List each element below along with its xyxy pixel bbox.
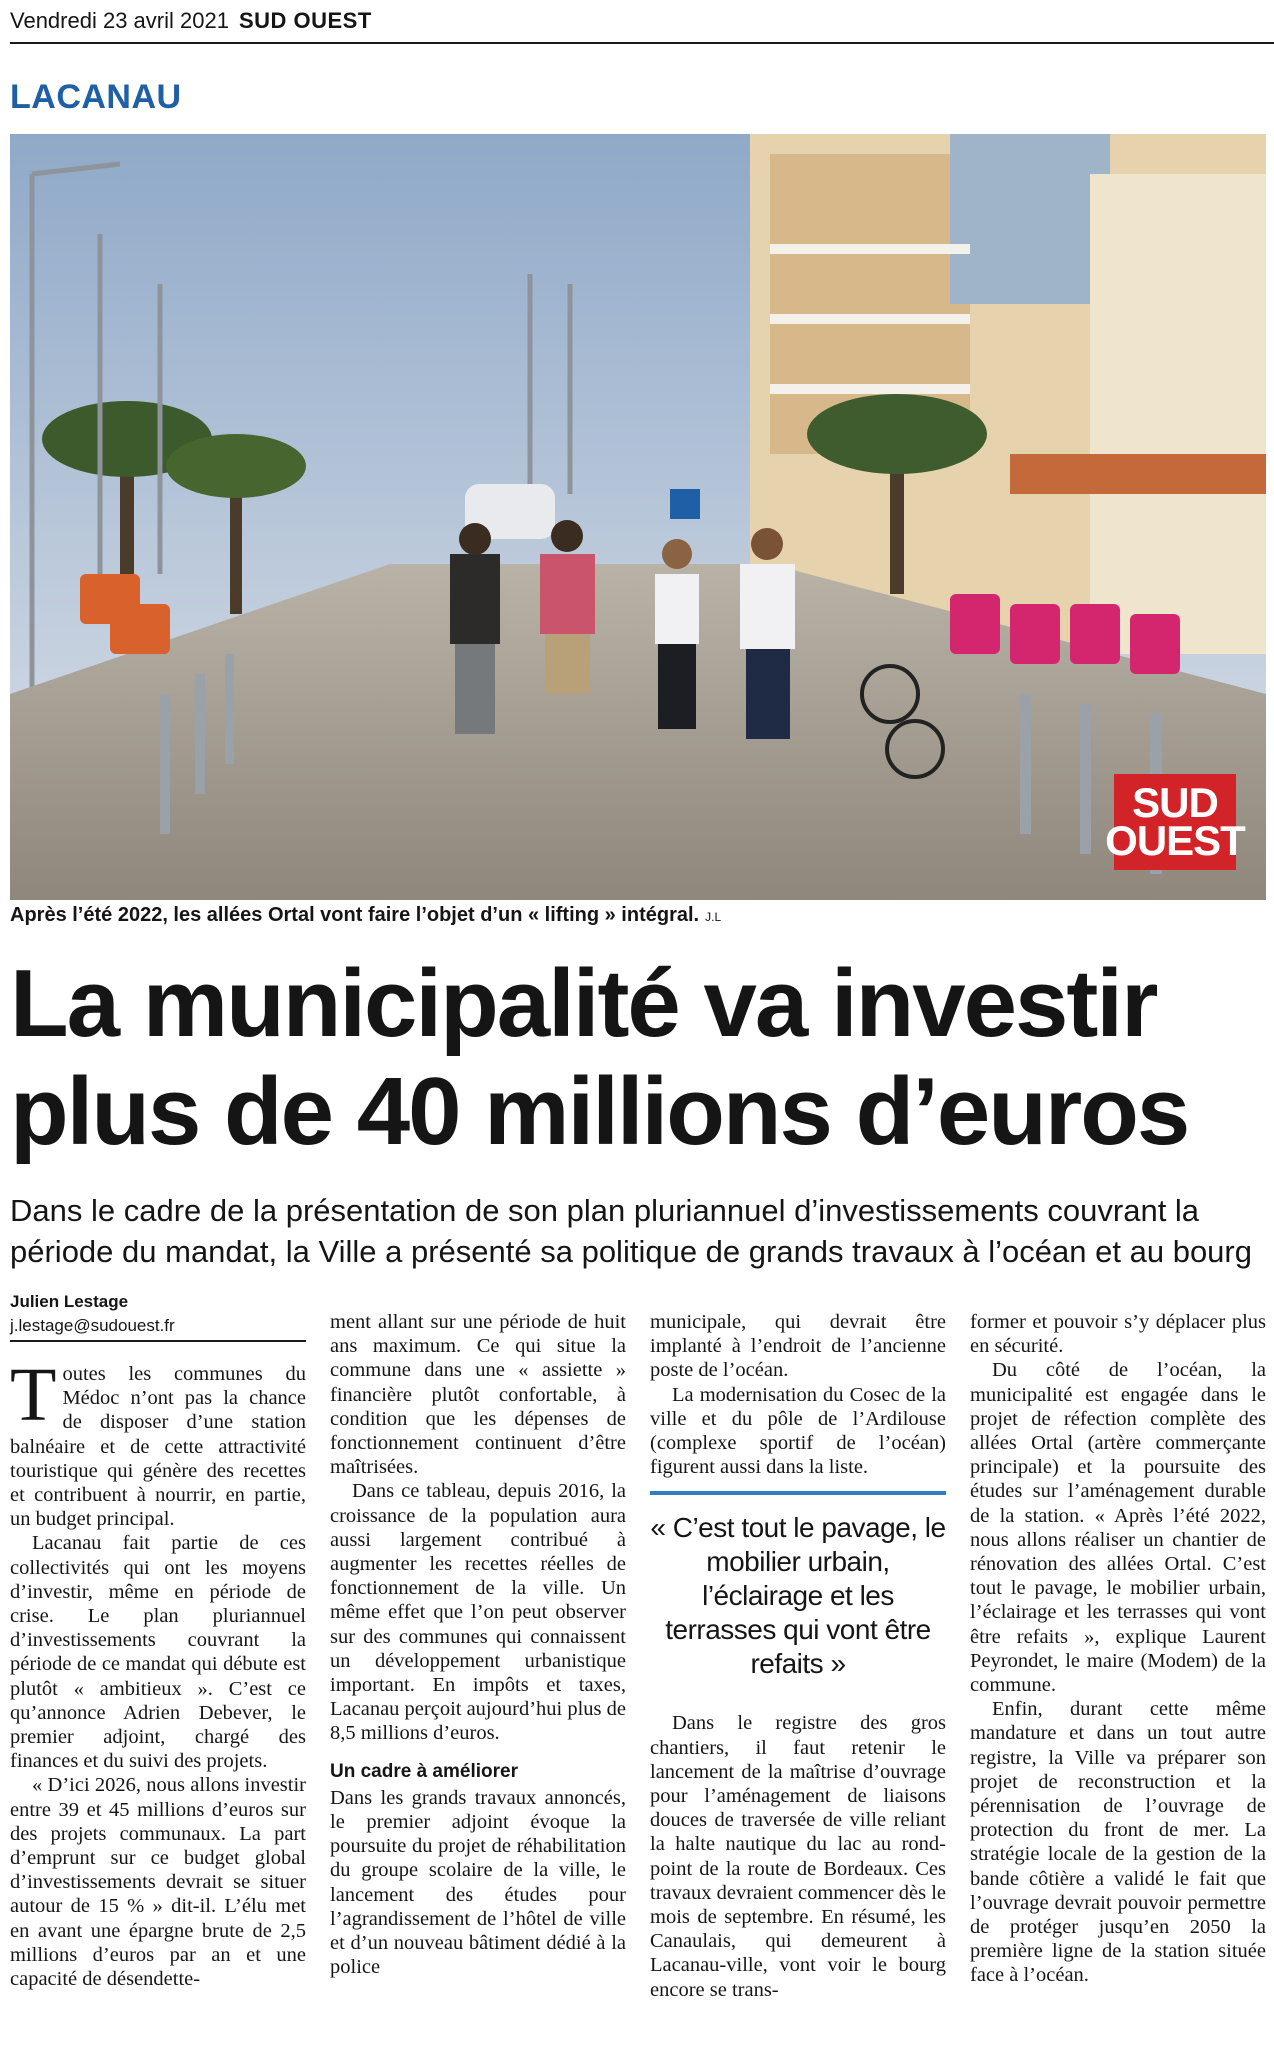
paragraph: « D’ici 2026, nous allons investir entre 39 et 45 millions d’euros sur des projets communaux. La part d’emprunt sur ce budget global d’investissements devrait se situer autour de 15 % » dit-il. L’élu met en avant une épargne brute de 2,5 millions d’euros par an et une capacité de désendette- — [10, 1774, 306, 1991]
drop-cap: T — [10, 1362, 57, 1437]
newspaper-name: SUD OUEST — [238, 8, 372, 33]
buildings-right — [750, 134, 1266, 654]
paragraph: Dans ce tableau, depuis 2016, la croissance de la population aura aussi largement contribué à augmenter les recettes réelles de fonctionnement de la ville. Un même effet que l’on peut observer sur des communes qui connaissent un développement urbanistique important. En impôts et taxes, Lacanau perçoit aujourd’hui plus de 8,5 millions d’euros. — [330, 1480, 626, 1745]
paragraph: Toutes les communes du Médoc n’ont pas la chance de disposer d’une station balnéaire et de cette attractivité touristique qui génère des recettes et contribuent à nourrir, en partie, un budget principal. — [10, 1362, 306, 1531]
sud-ouest-logo: SUD OUEST — [1114, 774, 1236, 870]
paragraph: Dans le registre des gros chantiers, il faut retenir le lancement de la maîtrise d’ouvrage pour l’aménagement de liaisons douces de traversée de ville reliant la halte nautique du lac au rond-point de la route de Bordeaux. Ces travaux devraient commencer dès le mois de septembre. En résumé, les Canaulais, qui demeurent à Lacanau-ville, vont voir le bourg encore se trans- — [650, 1712, 946, 2001]
paragraph: La modernisation du Cosec de la ville et du pôle de l’Ardilouse (complexe sportif de l’océan) figurent aussi dans la liste. — [650, 1383, 946, 1479]
article-column-2 — [330, 1310, 626, 2048]
section-title: LACANAU — [10, 78, 182, 116]
photo-credit: J.L — [705, 910, 722, 924]
paragraph: Du côté de l’océan, la municipalité est engagée dans le projet de réfection complète des allées Ortal (artère commerçante principale) et la poursuite des études sur l’aménagement durable de la station. « Après l’été 2022, nous allons réaliser un chantier de rénovation des allées Ortal. C’est tout le pavage, le mobilier urbain, l’éclairage et les terrasses qui vont être refaits », explique Laurent Peyrondet, le maire (Modem) de la commune. — [970, 1359, 1266, 1697]
article-column-3 — [650, 1310, 946, 2048]
paragraph: municipale, qui devrait être implanté à l’endroit de l’ancienne poste de l’océan. — [650, 1311, 946, 1382]
paragraph: Enfin, durant cette même mandature et dans un tout autre registre, la Ville va préparer son projet de reconstruction et la pérennisation de l’ouvrage de protection du front de mer. La stratégie locale de la gestion de la bande côtière a validé le fait que l’ouvrage devrait pouvoir permettre de protéger jusqu’en 2050 la première ligne de la station située face à l’océan. — [970, 1698, 1266, 1987]
article-column-1 — [10, 1362, 306, 2048]
author-email[interactable]: j.lestage@sudouest.fr — [10, 1316, 175, 1335]
header-rule — [10, 42, 1274, 44]
promenade-illustration — [10, 134, 1266, 900]
road-sign — [670, 489, 700, 519]
subheading: Un cadre à améliorer — [330, 1760, 518, 1782]
page-header — [10, 8, 1274, 38]
edition-date: Vendredi 23 avril 2021 — [10, 8, 229, 33]
author-rule — [10, 1340, 306, 1342]
author-block — [10, 1292, 306, 1336]
pull-quote: « C’est tout le pavage, le mobilier urbain, l’éclairage et les terrasses qui vont être refaits » — [650, 1512, 946, 1680]
article-standfirst: Dans le cadre de la présentation de son plan pluriannuel d’investissements couvrant la période du mandat, la Ville a présenté sa politique de grands travaux à l’océan et au bourg — [10, 1193, 1252, 1269]
paragraph: former et pouvoir s’y déplacer plus en sécurité. — [970, 1311, 1266, 1358]
article-headline: La municipalité va investir plus de 40 millions d’euros — [10, 950, 1189, 1165]
photo-caption — [10, 904, 721, 927]
paragraph: Dans les grands travaux annoncés, le premier adjoint évoque la poursuite du projet de réhabilitation du groupe scolaire de la ville, le lancement des études pour l’agrandissement de l’hôtel de ville et d’un nouveau bâtiment dédié à la police — [330, 1786, 626, 1979]
caption-text: Après l’été 2022, les allées Ortal vont faire l’objet d’un « lifting » intégral. — [10, 904, 700, 926]
article-column-4 — [970, 1310, 1266, 2048]
pull-quote-rule — [650, 1491, 946, 1495]
article-photo — [10, 134, 1266, 900]
author-name: Julien Lestage — [10, 1292, 129, 1311]
paragraph: Lacanau fait partie de ces collectivités qui ont les moyens d’investir, même en période de crise. Le plan pluriannuel d’investissements couvrant la période de ce mandat qui débute est plutôt « ambitieux ». C’est ce qu’annonce Adrien Debever, le premier adjoint, chargé des finances et du suivi des projets. — [10, 1532, 306, 1773]
paragraph: ment allant sur une période de huit ans maximum. Ce qui situe la commune dans une « assiette » financière plutôt confortable, à condition que les dépenses de fonctionnement continuent d’être maîtrisées. — [330, 1311, 626, 1479]
